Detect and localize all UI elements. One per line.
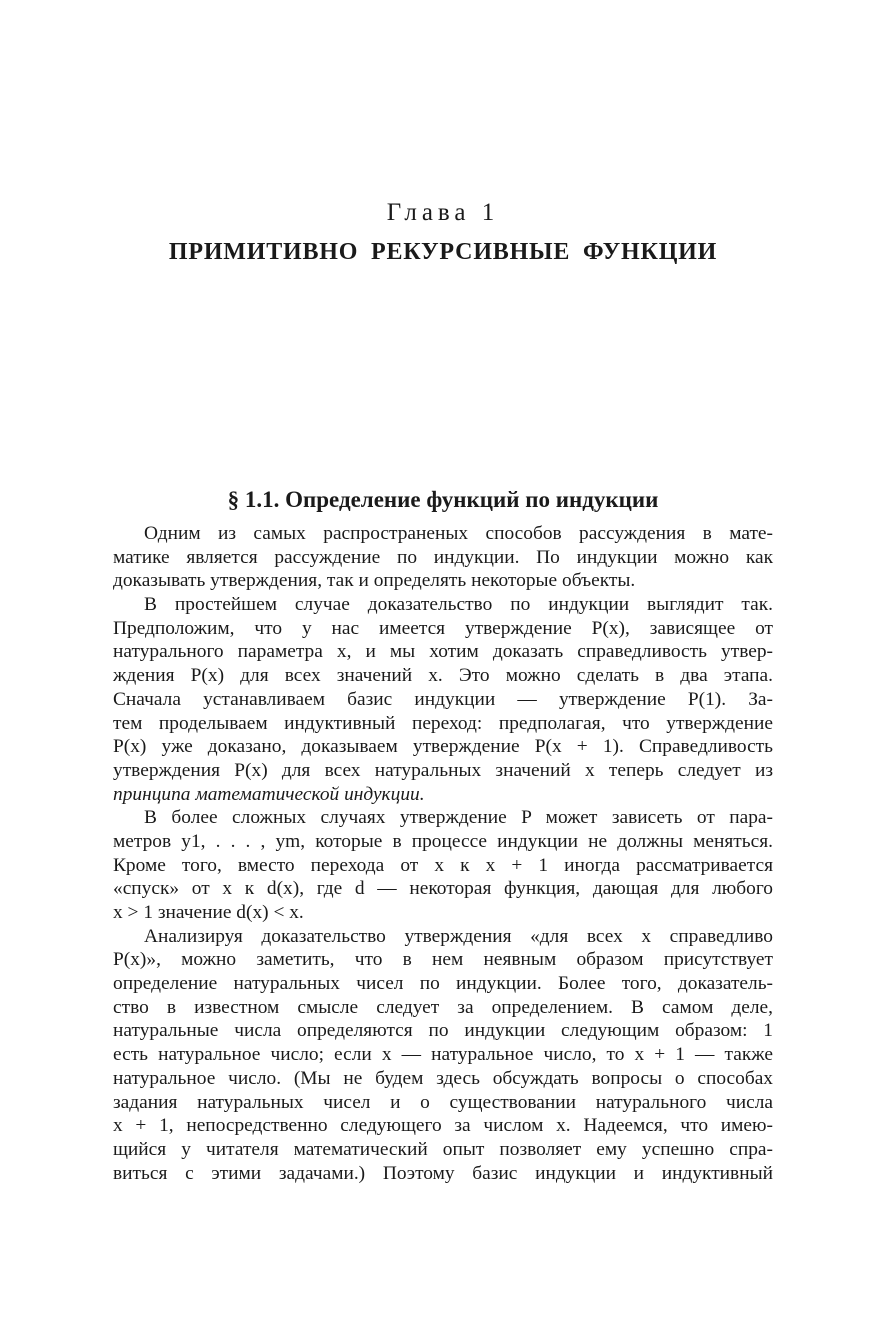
- chapter-title: ПРИМИТИВНО РЕКУРСИВНЫЕ ФУНКЦИИ: [168, 239, 718, 265]
- text-line: Предположим, что у нас имеется утверждение P(x), зависящее от: [113, 617, 773, 639]
- text-line: натуральное число. (Мы не будем здесь обсуждать вопросы о способах: [113, 1067, 773, 1089]
- text-line: доказывать утверждения, так и определять некоторые объекты.: [113, 570, 636, 592]
- text-line: x > 1 значение d(x) < x.: [113, 902, 304, 923]
- text-line: Кроме того, вместо перехода от x к x + 1 иногда рассматривается: [113, 854, 773, 876]
- text-line: P(x) уже доказано, доказываем утверждение P(x + 1). Справедливость: [113, 736, 773, 758]
- text-line: В простейшем случае доказательство по индукции выглядит так.: [144, 594, 773, 616]
- body-text: [113, 522, 773, 1185]
- text-line: принципа математической индукции.: [113, 783, 425, 805]
- text-line: Одним из самых распространеных способов рассуждения в мате-: [144, 523, 773, 544]
- text-line: утверждения P(x) для всех натуральных значений x теперь следует из: [113, 759, 773, 781]
- text-line: определение натуральных чисел по индукции. Более того, доказатель-: [113, 973, 773, 995]
- chapter-label: Глава 1: [386, 199, 500, 226]
- text-line: «спуск» от x к d(x), где d — некоторая функция, дающая для любого: [113, 878, 773, 900]
- section-title: § 1.1. Определение функций по индукции: [227, 487, 659, 512]
- text-line: натуральные числа определяются по индукции следующим образом: 1: [113, 1020, 773, 1042]
- text-line: щийся у читателя математический опыт позволяет ему успешно спра-: [113, 1138, 773, 1160]
- text-line: ждения P(x) для всех значений x. Это можно сделать в два этапа.: [113, 665, 773, 687]
- text-line: x + 1, непосредственно следующего за числом x. Надеемся, что имею-: [113, 1115, 773, 1137]
- text-line: задания натуральных чисел и о существовании натурального числа: [113, 1091, 773, 1113]
- text-line: ство в известном смысле следует за определением. В самом деле,: [113, 996, 773, 1018]
- text-line: метров y1, . . . , ym, которые в процессе индукции не должны меняться.: [113, 830, 773, 852]
- text-line: Анализируя доказательство утверждения «для всех x справедливо: [144, 925, 773, 947]
- text-line: Сначала устанавливаем базис индукции — утверждение P(1). За-: [113, 688, 773, 710]
- text-line: тем проделываем индуктивный переход: предполагая, что утверждение: [113, 712, 773, 734]
- text-line: В более сложных случаях утверждение P может зависеть от пара-: [144, 807, 773, 829]
- text-line: есть натуральное число; если x — натуральное число, то x + 1 — также: [113, 1044, 773, 1066]
- text-line: P(x)», можно заметить, что в нем неявным образом присутствует: [113, 949, 773, 971]
- text-line: натурального параметра x, и мы хотим доказать справедливость утвер-: [113, 641, 773, 663]
- text-line: виться с этими задачами.) Поэтому базис индукции и индуктивный: [113, 1162, 773, 1184]
- text-line: матике является рассуждение по индукции. По индукции можно как: [113, 546, 773, 568]
